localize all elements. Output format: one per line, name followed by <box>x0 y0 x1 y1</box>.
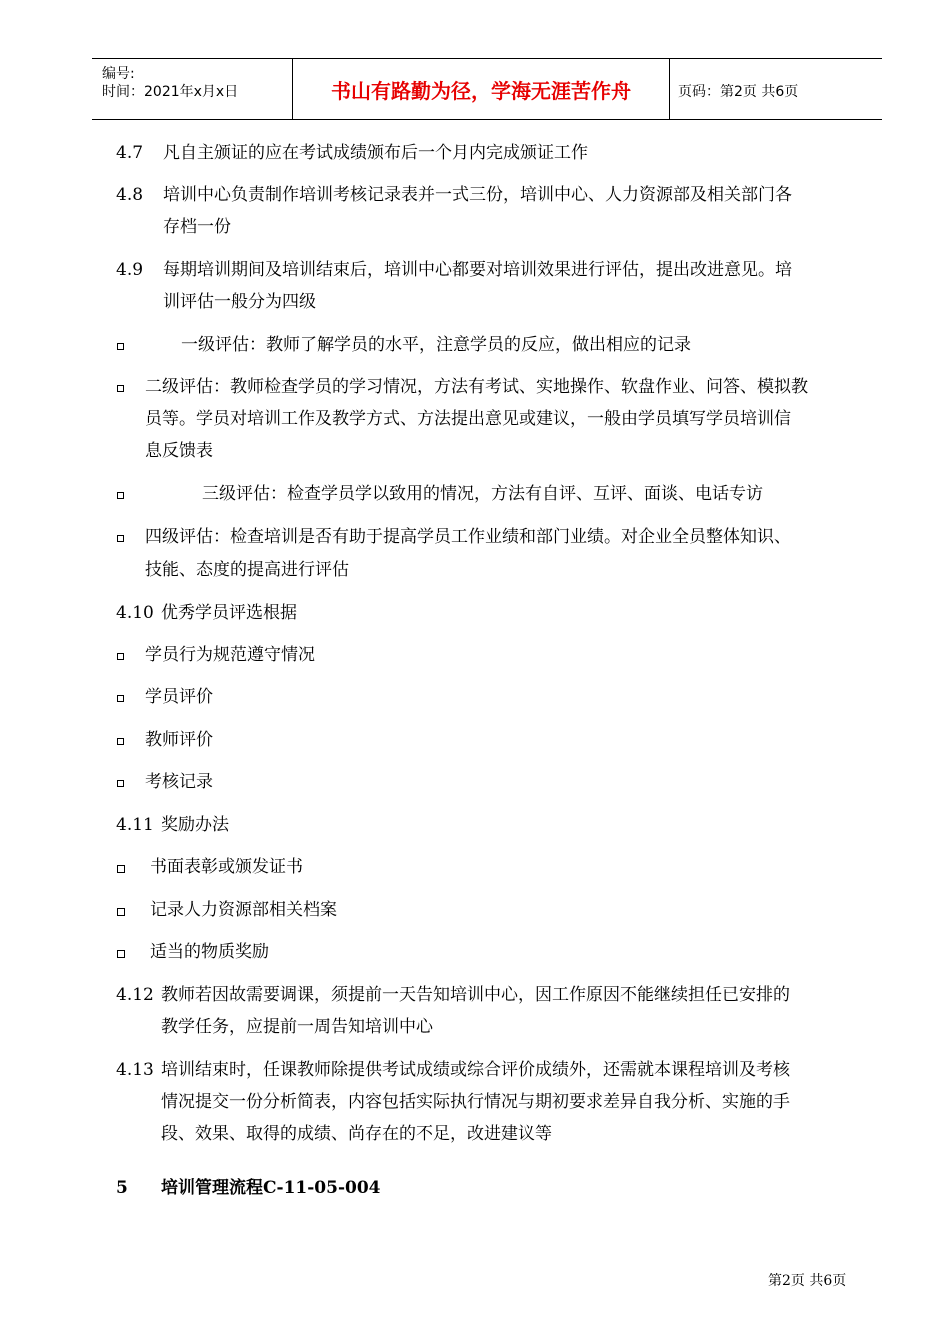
item-text: 每期培训期间及培训结束后，培训中心都要对培训效果进行评估，提出改进意见。培 <box>163 260 792 280</box>
item-text: 情况提交一份分析简表，内容包括实际执行情况与期初要求差异自我分析、实施的手 <box>161 1092 790 1112</box>
item-number: 4.7 <box>116 143 144 163</box>
header-page-cell <box>668 59 882 119</box>
square-bullet-icon <box>117 385 124 392</box>
item-number: 4.10 <box>116 603 154 623</box>
bullet-text: 考核记录 <box>145 772 213 792</box>
item-number: 4.8 <box>116 185 144 205</box>
bullet-text: 二级评估：教师检查学员的学习情况，方法有考试、实地操作、软盘作业、问答、模拟教 <box>145 377 808 397</box>
square-bullet-icon <box>117 908 125 916</box>
header-info-cell <box>92 59 292 119</box>
section-title-text: 培训管理流程 <box>161 1178 263 1198</box>
header-motto: 书山有路勤为径，学海无涯苦作舟 <box>331 79 631 103</box>
square-bullet-icon <box>117 780 124 787</box>
item-text: 教学任务，应提前一周告知培训中心 <box>161 1017 433 1037</box>
bullet-text: 书面表彰或颁发证书 <box>150 857 303 877</box>
square-bullet-icon <box>117 738 124 745</box>
square-bullet-icon <box>117 695 124 702</box>
square-bullet-icon <box>117 343 124 350</box>
item-text: 优秀学员评选根据 <box>161 603 297 623</box>
item-text: 训评估一般分为四级 <box>163 292 316 312</box>
section-code: C-11-05-004 <box>263 1178 381 1198</box>
square-bullet-icon <box>117 492 124 499</box>
header-page-number: 页码：第2页 共6页 <box>678 84 799 100</box>
document-code-label: 编号: <box>102 66 135 82</box>
bullet-text: 技能、态度的提高进行评估 <box>145 560 349 580</box>
square-bullet-icon <box>117 950 125 958</box>
item-text: 凡自主颁证的应在考试成绩颁布后一个月内完成颁证工作 <box>163 143 588 163</box>
bullet-text: 教师评价 <box>145 730 213 750</box>
item-text: 培训中心负责制作培训考核记录表并一式三份，培训中心、人力资源部及相关部门各 <box>163 185 792 205</box>
section-title <box>161 1178 381 1198</box>
document-time-label: 时间：2021年x月x日 <box>102 84 239 100</box>
section-number: 5 <box>116 1178 128 1198</box>
item-text: 存档一份 <box>163 217 231 237</box>
item-number: 4.13 <box>116 1060 154 1080</box>
bullet-text: 记录人力资源部相关档案 <box>150 900 337 920</box>
page-footer-number: 第2页 共6页 <box>768 1273 847 1289</box>
bullet-text: 学员行为规范遵守情况 <box>145 645 315 665</box>
bullet-text: 四级评估：检查培训是否有助于提高学员工作业绩和部门业绩。对企业全员整体知识、 <box>145 527 791 547</box>
bullet-text: 三级评估：检查学员学以致用的情况，方法有自评、互评、面谈、电话专访 <box>202 484 763 504</box>
bullet-text: 员等。学员对培训工作及教学方式、方法提出意见或建议，一般由学员填写学员培训信 <box>145 409 791 429</box>
item-text: 教师若因故需要调课，须提前一天告知培训中心，因工作原因不能继续担任已安排的 <box>161 985 790 1005</box>
item-number: 4.9 <box>116 260 144 280</box>
bullet-text: 息反馈表 <box>145 441 213 461</box>
item-text: 培训结束时，任课教师除提供考试成绩或综合评价成绩外，还需就本课程培训及考核 <box>161 1060 790 1080</box>
item-text: 奖励办法 <box>161 815 229 835</box>
square-bullet-icon <box>117 653 124 660</box>
page-header <box>92 58 882 120</box>
square-bullet-icon <box>117 535 124 542</box>
item-number: 4.11 <box>116 815 154 835</box>
item-text: 段、效果、取得的成绩、尚存在的不足，改进建议等 <box>161 1124 552 1144</box>
bullet-text: 适当的物质奖励 <box>150 942 269 962</box>
bullet-text: 一级评估：教师了解学员的水平，注意学员的反应，做出相应的记录 <box>181 335 691 355</box>
item-number: 4.12 <box>116 985 154 1005</box>
bullet-text: 学员评价 <box>145 687 213 707</box>
square-bullet-icon <box>117 865 125 873</box>
header-motto-cell <box>292 59 670 119</box>
